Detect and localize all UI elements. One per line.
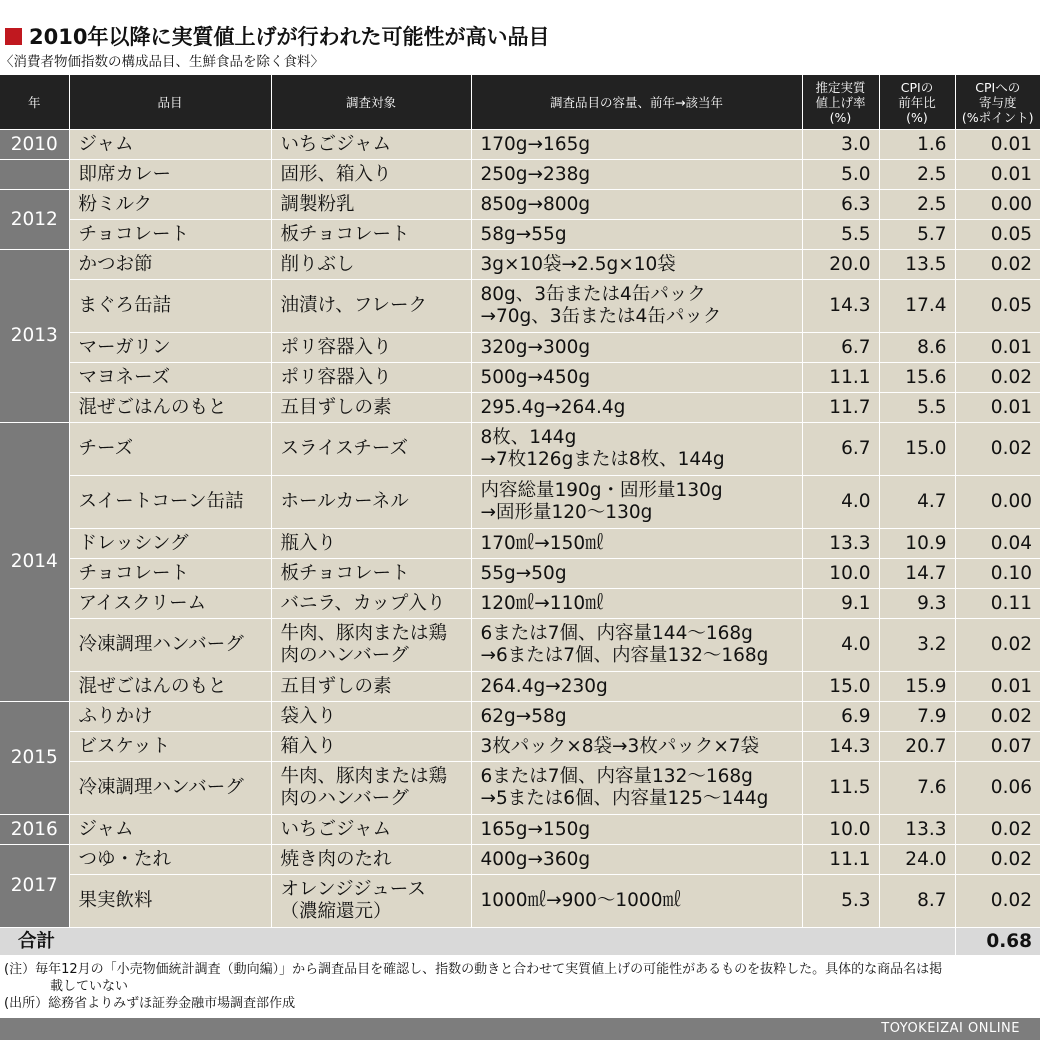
- item-cell: ジャム: [69, 130, 271, 160]
- rate-cell: 10.0: [802, 815, 879, 845]
- header-contrib-line3: (%ポイント): [961, 109, 1034, 125]
- contrib-cell: 0.01: [955, 130, 1040, 160]
- table-row: [0, 589, 1040, 619]
- table-row: [0, 476, 1040, 529]
- capacity-line2: →5または6個、内容量125～144g: [480, 788, 769, 809]
- item-cell: アイスクリーム: [69, 589, 271, 619]
- item-cell: まぐろ缶詰: [69, 280, 271, 333]
- item-cell: スイートコーン缶詰: [69, 476, 271, 529]
- cpi-cell: 2.5: [879, 160, 955, 190]
- target-cell: 油漬け、フレーク: [271, 280, 471, 333]
- target-cell: いちごジャム: [271, 815, 471, 845]
- item-cell: 粉ミルク: [69, 190, 271, 220]
- rate-cell: 14.3: [802, 280, 879, 333]
- target-cell: 削りぶし: [271, 250, 471, 280]
- contrib-cell: 0.06: [955, 762, 1040, 815]
- target-cell: ポリ容器入り: [271, 363, 471, 393]
- table-row: [0, 333, 1040, 363]
- target-cell: [271, 619, 471, 672]
- capacity-cell: [471, 423, 802, 476]
- item-cell: 冷凍調理ハンバーグ: [69, 619, 271, 672]
- table-row: [0, 130, 1040, 160]
- capacity-line1: 80g、3缶または4缶パック: [480, 284, 706, 305]
- table-header-row: [0, 75, 1040, 130]
- cpi-cell: 5.7: [879, 220, 955, 250]
- contrib-cell: 0.02: [955, 423, 1040, 476]
- title-row: [0, 0, 1040, 50]
- cpi-cell: 15.6: [879, 363, 955, 393]
- item-cell: ドレッシング: [69, 529, 271, 559]
- header-year: 年: [0, 75, 69, 130]
- cpi-cell: 13.3: [879, 815, 955, 845]
- item-cell: 混ぜごはんのもと: [69, 393, 271, 423]
- item-cell: かつお節: [69, 250, 271, 280]
- capacity-cell: 850g→800g: [471, 190, 802, 220]
- target-cell: ポリ容器入り: [271, 333, 471, 363]
- capacity-cell: 500g→450g: [471, 363, 802, 393]
- header-capacity: 調査品目の容量、前年→該当年: [471, 75, 802, 130]
- capacity-cell: 165g→150g: [471, 815, 802, 845]
- contrib-cell: 0.01: [955, 393, 1040, 423]
- capacity-line1: 6または7個、内容量144～168g: [480, 623, 753, 644]
- target-cell: 瓶入り: [271, 529, 471, 559]
- target-line2: 肉のハンバーグ: [280, 645, 409, 666]
- capacity-line1: 8枚、144g: [480, 427, 577, 448]
- item-cell: つゆ・たれ: [69, 845, 271, 875]
- rate-cell: 6.7: [802, 423, 879, 476]
- rate-cell: 6.7: [802, 333, 879, 363]
- rate-cell: 11.1: [802, 845, 879, 875]
- cpi-cell: 7.6: [879, 762, 955, 815]
- header-cpi-line1: CPIの: [900, 79, 934, 95]
- header-target: 調査対象: [271, 75, 471, 130]
- table-row: [0, 190, 1040, 220]
- capacity-cell: [471, 280, 802, 333]
- item-cell: 冷凍調理ハンバーグ: [69, 762, 271, 815]
- cpi-cell: 15.0: [879, 423, 955, 476]
- header-contrib-line2: 寄与度: [978, 94, 1017, 110]
- table-row: [0, 845, 1040, 875]
- header-contrib: [955, 75, 1040, 130]
- cpi-cell: 13.5: [879, 250, 955, 280]
- header-rate: [802, 75, 879, 130]
- target-cell: 五目ずしの素: [271, 672, 471, 702]
- note-line-2: 載していない: [50, 979, 129, 994]
- target-cell: 板チョコレート: [271, 220, 471, 250]
- rate-cell: 15.0: [802, 672, 879, 702]
- table-row: [0, 559, 1040, 589]
- rate-cell: 10.0: [802, 559, 879, 589]
- contrib-cell: 0.00: [955, 190, 1040, 220]
- table-row: [0, 220, 1040, 250]
- total-label: 合計: [0, 928, 955, 956]
- target-cell: バニラ、カップ入り: [271, 589, 471, 619]
- capacity-cell: 320g→300g: [471, 333, 802, 363]
- item-cell: チョコレート: [69, 220, 271, 250]
- year-cell: 2016: [0, 815, 69, 845]
- contrib-cell: 0.05: [955, 220, 1040, 250]
- data-table: [0, 75, 1040, 955]
- cpi-cell: 14.7: [879, 559, 955, 589]
- target-cell: [271, 762, 471, 815]
- capacity-cell: 170㎖→150㎖: [471, 529, 802, 559]
- contrib-cell: 0.02: [955, 250, 1040, 280]
- rate-cell: 6.3: [802, 190, 879, 220]
- capacity-line1: 6または7個、内容量132～168g: [480, 766, 753, 787]
- contrib-cell: 0.10: [955, 559, 1040, 589]
- table-row: [0, 250, 1040, 280]
- cpi-cell: 20.7: [879, 732, 955, 762]
- rate-cell: 4.0: [802, 619, 879, 672]
- capacity-cell: 3g×10袋→2.5g×10袋: [471, 250, 802, 280]
- item-cell: チーズ: [69, 423, 271, 476]
- rate-cell: 11.7: [802, 393, 879, 423]
- contrib-cell: 0.05: [955, 280, 1040, 333]
- rate-cell: 13.3: [802, 529, 879, 559]
- contrib-cell: 0.02: [955, 702, 1040, 732]
- contrib-cell: 0.01: [955, 672, 1040, 702]
- target-cell: 固形、箱入り: [271, 160, 471, 190]
- capacity-cell: 1000㎖→900～1000㎖: [471, 875, 802, 928]
- contrib-cell: 0.07: [955, 732, 1040, 762]
- capacity-cell: 120㎖→110㎖: [471, 589, 802, 619]
- capacity-line1: 内容総量190g・固形量130g: [480, 480, 723, 501]
- capacity-cell: 3枚パック×8袋→3枚パック×7袋: [471, 732, 802, 762]
- rate-cell: 3.0: [802, 130, 879, 160]
- rate-cell: 11.5: [802, 762, 879, 815]
- year-cell: 2015: [0, 702, 69, 815]
- table-row: [0, 160, 1040, 190]
- target-cell: 箱入り: [271, 732, 471, 762]
- table-row: [0, 815, 1040, 845]
- cpi-cell: 1.6: [879, 130, 955, 160]
- contrib-cell: 0.02: [955, 619, 1040, 672]
- header-cpi-line2: 前年比: [898, 94, 936, 110]
- item-cell: チョコレート: [69, 559, 271, 589]
- rate-cell: 4.0: [802, 476, 879, 529]
- item-cell: マヨネーズ: [69, 363, 271, 393]
- cpi-cell: 17.4: [879, 280, 955, 333]
- target-cell: ホールカーネル: [271, 476, 471, 529]
- header-cpi-line3: (%): [906, 109, 928, 125]
- target-line1: 牛肉、豚肉または鶏: [280, 623, 448, 644]
- target-line2: 肉のハンバーグ: [280, 788, 409, 809]
- rate-cell: 6.9: [802, 702, 879, 732]
- capacity-cell: [471, 476, 802, 529]
- item-cell: 即席カレー: [69, 160, 271, 190]
- header-contrib-line1: CPIへの: [975, 79, 1021, 95]
- capacity-line2: →6または7個、内容量132～168g: [480, 645, 769, 666]
- contrib-cell: 0.01: [955, 333, 1040, 363]
- table-row: [0, 423, 1040, 476]
- rate-cell: 11.1: [802, 363, 879, 393]
- cpi-cell: 7.9: [879, 702, 955, 732]
- capacity-cell: 295.4g→264.4g: [471, 393, 802, 423]
- capacity-cell: 400g→360g: [471, 845, 802, 875]
- rate-cell: 9.1: [802, 589, 879, 619]
- item-cell: マーガリン: [69, 333, 271, 363]
- target-cell: 袋入り: [271, 702, 471, 732]
- cpi-cell: 8.7: [879, 875, 955, 928]
- rate-cell: 5.0: [802, 160, 879, 190]
- cpi-cell: 5.5: [879, 393, 955, 423]
- table-row: [0, 672, 1040, 702]
- capacity-cell: 250g→238g: [471, 160, 802, 190]
- table-row: [0, 619, 1040, 672]
- contrib-cell: 0.02: [955, 845, 1040, 875]
- capacity-line2: →7枚126gまたは8枚、144g: [480, 449, 725, 470]
- footer-brand: TOYOKEIZAI ONLINE: [0, 1018, 1040, 1040]
- cpi-cell: 24.0: [879, 845, 955, 875]
- target-line2: （濃縮還元）: [280, 901, 392, 922]
- table-row: [0, 363, 1040, 393]
- table-row: [0, 875, 1040, 928]
- rate-cell: 14.3: [802, 732, 879, 762]
- rate-cell: 5.5: [802, 220, 879, 250]
- note-line-1: (注）毎年12月の「小売物価統計調査（動向編）」から調査品目を確認し、指数の動きと合わせて実質値上げの可能性があるものを抜粋した。具体的な商品名は掲: [4, 962, 943, 977]
- capacity-line2: →70g、3缶または4缶パック: [480, 306, 722, 327]
- table-row: [0, 529, 1040, 559]
- cpi-cell: 3.2: [879, 619, 955, 672]
- target-cell: 調製粉乳: [271, 190, 471, 220]
- rate-cell: 20.0: [802, 250, 879, 280]
- year-cell: 2017: [0, 845, 69, 928]
- capacity-line2: →固形量120～130g: [480, 502, 653, 523]
- table-row: [0, 702, 1040, 732]
- target-line1: 牛肉、豚肉または鶏: [280, 766, 448, 787]
- year-cell: 2010: [0, 130, 69, 160]
- header-rate-line3: (%): [829, 109, 852, 125]
- contrib-cell: 0.00: [955, 476, 1040, 529]
- target-cell: [271, 875, 471, 928]
- table-row: [0, 280, 1040, 333]
- page-subtitle: 〈消費者物価指数の構成品目、生鮮食品を除く食料〉: [0, 54, 324, 70]
- year-cell: 2012: [0, 190, 69, 250]
- cpi-cell: 4.7: [879, 476, 955, 529]
- capacity-cell: 58g→55g: [471, 220, 802, 250]
- contrib-cell: 0.02: [955, 815, 1040, 845]
- title-square-icon: [5, 28, 22, 45]
- table-row: [0, 732, 1040, 762]
- target-line1: オレンジジュース: [280, 879, 426, 900]
- page-title: 2010年以降に実質値上げが行われた可能性が高い品目: [29, 25, 550, 49]
- cpi-cell: 8.6: [879, 333, 955, 363]
- total-value: 0.68: [955, 928, 1040, 956]
- cpi-cell: 9.3: [879, 589, 955, 619]
- target-cell: いちごジャム: [271, 130, 471, 160]
- total-row: [0, 928, 1040, 956]
- item-cell: 混ぜごはんのもと: [69, 672, 271, 702]
- header-rate-line2: 値上げ率: [815, 94, 866, 110]
- header-item: 品目: [69, 75, 271, 130]
- cpi-cell: 2.5: [879, 190, 955, 220]
- item-cell: ふりかけ: [69, 702, 271, 732]
- year-cell-blank: [0, 160, 69, 190]
- table-row: [0, 393, 1040, 423]
- cpi-cell: 15.9: [879, 672, 955, 702]
- target-cell: 五目ずしの素: [271, 393, 471, 423]
- notes: [0, 955, 1040, 1012]
- year-cell: 2013: [0, 250, 69, 423]
- header-rate-line1: 推定実質: [815, 79, 866, 95]
- target-cell: スライスチーズ: [271, 423, 471, 476]
- source-line: (出所）総務省よりみずほ証券金融市場調査部作成: [4, 996, 296, 1011]
- item-cell: 果実飲料: [69, 875, 271, 928]
- target-cell: 板チョコレート: [271, 559, 471, 589]
- capacity-cell: 264.4g→230g: [471, 672, 802, 702]
- capacity-cell: 62g→58g: [471, 702, 802, 732]
- item-cell: ジャム: [69, 815, 271, 845]
- header-cpi: [879, 75, 955, 130]
- contrib-cell: 0.02: [955, 875, 1040, 928]
- table-row: [0, 762, 1040, 815]
- item-cell: ビスケット: [69, 732, 271, 762]
- contrib-cell: 0.11: [955, 589, 1040, 619]
- capacity-cell: [471, 619, 802, 672]
- target-cell: 焼き肉のたれ: [271, 845, 471, 875]
- capacity-cell: 170g→165g: [471, 130, 802, 160]
- contrib-cell: 0.01: [955, 160, 1040, 190]
- capacity-cell: [471, 762, 802, 815]
- capacity-cell: 55g→50g: [471, 559, 802, 589]
- contrib-cell: 0.04: [955, 529, 1040, 559]
- cpi-cell: 10.9: [879, 529, 955, 559]
- year-cell: 2014: [0, 423, 69, 702]
- contrib-cell: 0.02: [955, 363, 1040, 393]
- rate-cell: 5.3: [802, 875, 879, 928]
